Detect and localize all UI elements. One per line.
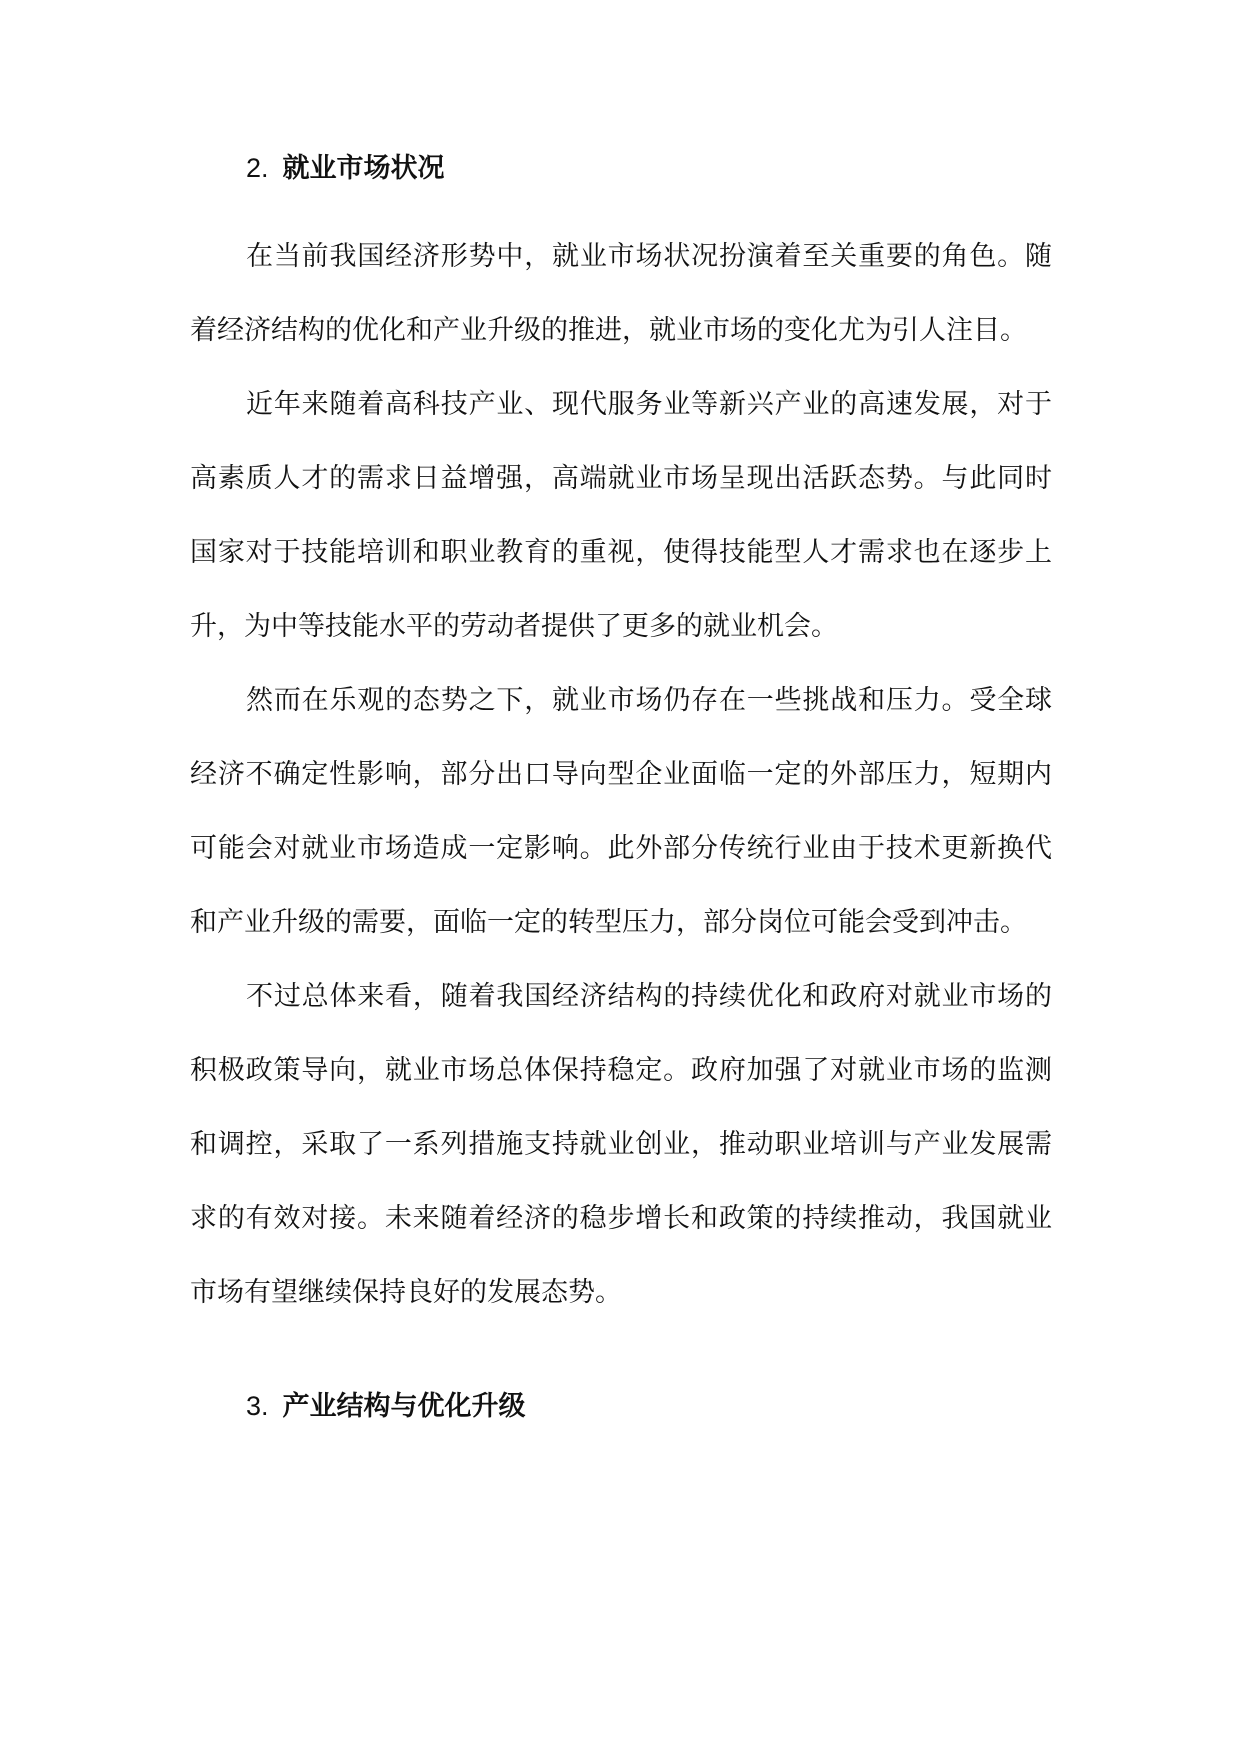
paragraph-1: 在当前我国经济形势中，就业市场状况扮演着至关重要的角色。随着经济结构的优化和产业升级的推进，就业市场的变化尤为引人注目。 (190, 241, 1052, 346)
section-number: 2. (246, 153, 269, 183)
paragraph-4: 不过总体来看，随着我国经济结构的持续优化和政府对就业市场的积极政策导向，就业市场总体保持稳定。政府加强了对就业市场的监测和调控，采取了一系列措施支持就业创业，推动职业培训与产业发展需求的有效对接。未来随着经济的稳步增长和政策的持续推动，我国就业市场有望继续保持良好的发展态势。 (190, 981, 1052, 1308)
section-heading-industrial-structure (190, 1386, 1052, 1426)
paragraph-3: 然而在乐观的态势之下，就业市场仍存在一些挑战和压力。受全球经济不确定性影响，部分出口导向型企业面临一定的外部压力，短期内可能会对就业市场造成一定影响。此外部分传统行业由于技术更新换代和产业升级的需要，面临一定的转型压力，部分岗位可能会受到冲击。 (190, 685, 1052, 938)
section-title: 就业市场状况 (282, 153, 445, 184)
section-number: 3. (246, 1391, 269, 1421)
paragraph-2: 近年来随着高科技产业、现代服务业等新兴产业的高速发展，对于高素质人才的需求日益增强，高端就业市场呈现出活跃态势。与此同时国家对于技能培训和职业教育的重视，使得技能型人才需求也在逐步上升，为中等技能水平的劳动者提供了更多的就业机会。 (190, 389, 1052, 642)
section-title: 产业结构与优化升级 (282, 1391, 526, 1422)
page-content (190, 148, 1052, 1426)
section-heading-employment-market (190, 148, 1052, 188)
